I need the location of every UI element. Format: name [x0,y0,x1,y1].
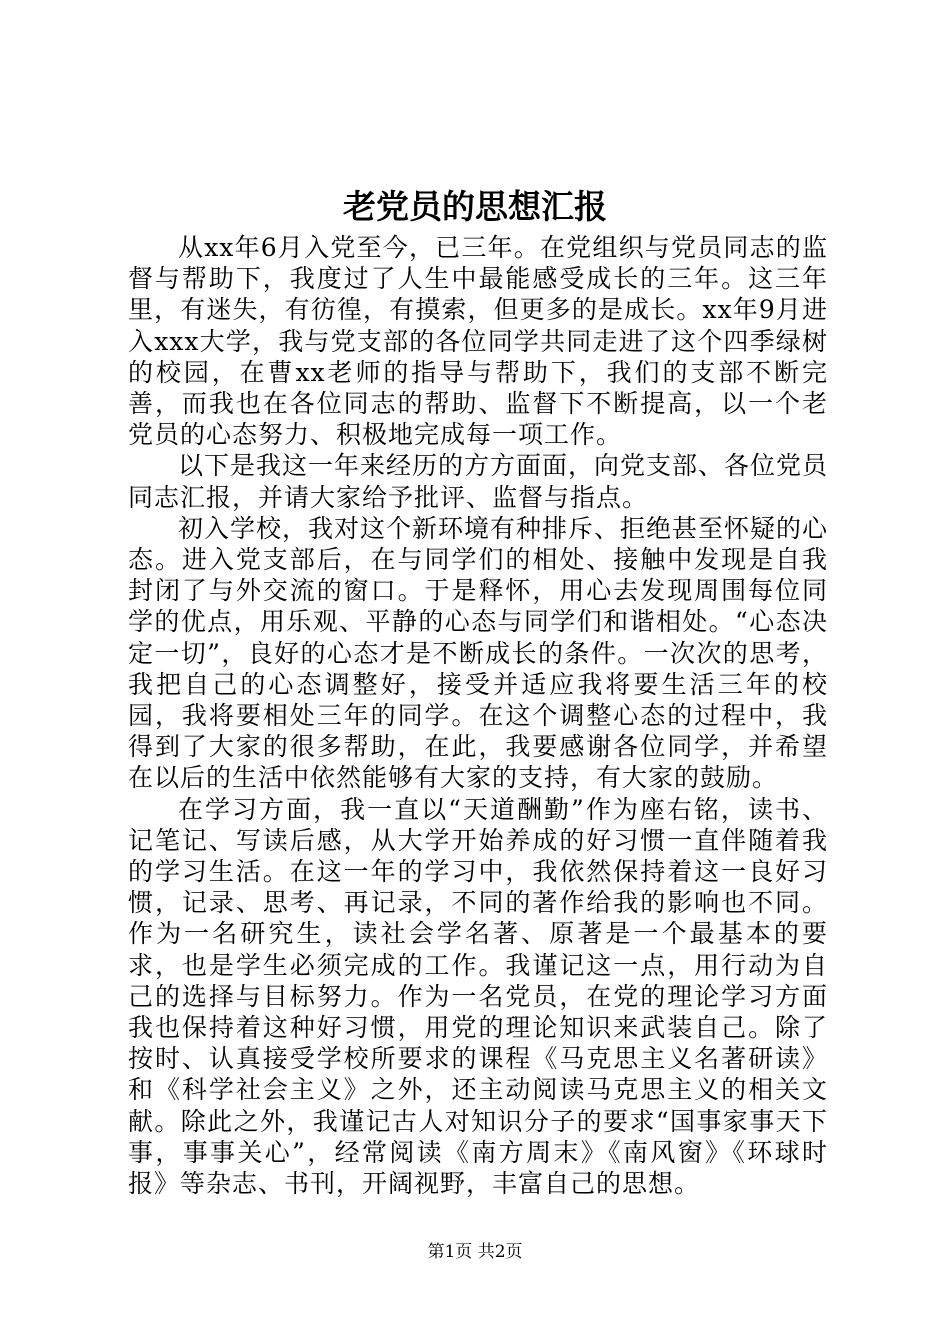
page-number-footer: 第1页 共2页 [427,1242,523,1262]
paragraph-overview: 以下是我这一年来经历的方方面面，向党支部、各位党员同志汇报，并请大家给予批评、监督与指点。 [128,451,829,512]
document-body [128,232,828,1199]
paragraph-intro: 从xx年6月入党至今，已三年。在党组织与党员同志的监督与帮助下，我度过了人生中最能感受成长的三年。这三年里，有迷失，有彷徨，有摸索，但更多的是成长。xx年9月进入xxx大学，我与党支部的各位同学共同走进了这个四季绿树的校园，在曹xx老师的指导与帮助下，我们的支部不断完善，而我也在各位同志的帮助、监督下不断提高，以一个老党员的心态努力、积极地完成每一项工作。 [128,233,828,450]
paragraph-adaptation: 初入学校，我对这个新环境有种排斥、拒绝甚至怀疑的心态。进入党支部后，在与同学们的相处、接触中发现是自我封闭了与外交流的窗口。于是释怀，用心去发现周围每位同学的优点，用乐观、平静的心态与同学们和谐相处。“心态决定一切”，良好的心态才是不断成长的条件。一次次的思考，我把自己的心态调整好，接受并适应我将要生活三年的校园，我将要相处三年的同学。在这个调整心态的过程中，我得到了大家的很多帮助，在此，我要感谢各位同学，并希望在以后的生活中依然能够有大家的支持，有大家的鼓励。 [128,513,829,793]
paragraph-study: 在学习方面，我一直以“天道酬勤”作为座右铭，读书、记笔记、写读后感，从大学开始养成的好习惯一直伴随着我的学习生活。在这一年的学习中，我依然保持着这一良好习惯，记录、思考、再记录，不同的著作给我的影响也不同。作为一名研究生，读社会学名著、原著是一个最基本的要求，也是学生必须完成的工作。我谨记这一点，用行动为自己的选择与目标努力。作为一名党员，在党的理论学习方面我也保持着这种好习惯，用党的理论知识来武装自己。除了按时、认真接受学校所要求的课程《马克思主义名著研读》和《科学社会主义》之外，还主动阅读马克思主义的相关文献。除此之外，我谨记古人对知识分子的要求“国事家事天下事，事事关心”，经常阅读《南方周末》《南风窗》《环球时报》等杂志、书刊，开阔视野，丰富自己的思想。 [128,794,828,1199]
document-title: 老党员的思想汇报 [343,187,607,226]
